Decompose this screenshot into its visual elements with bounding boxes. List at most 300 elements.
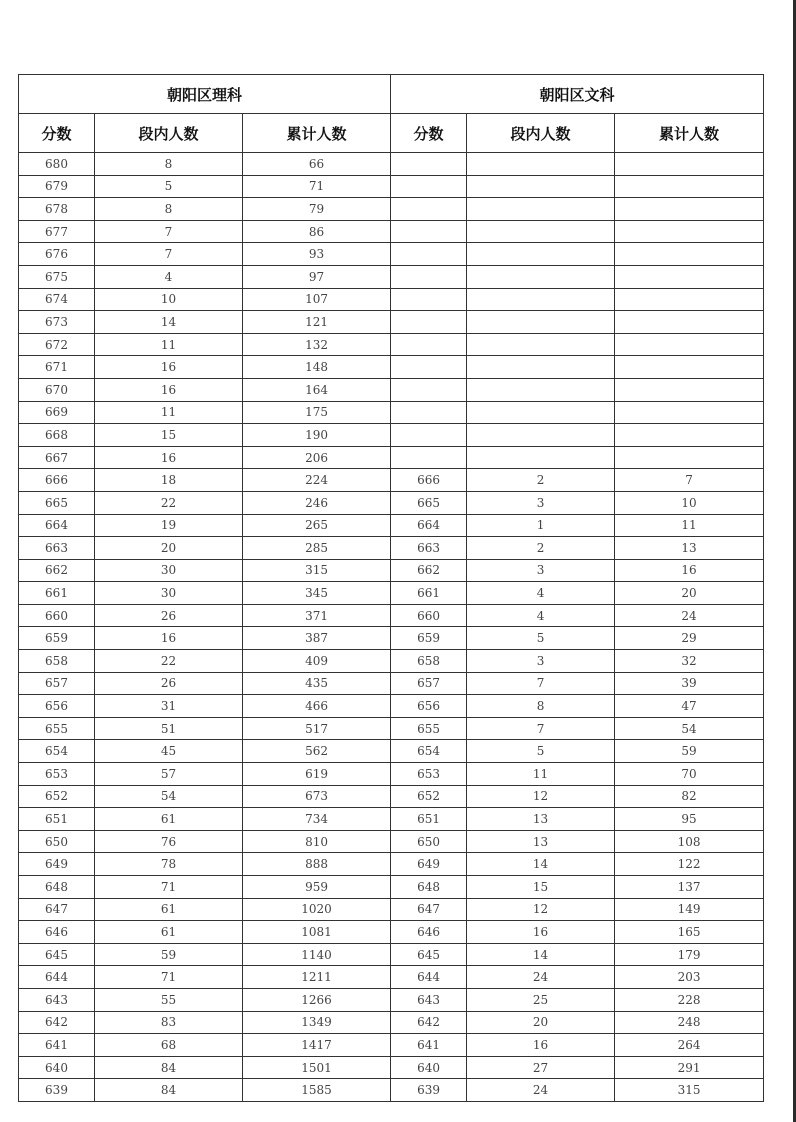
arts-score-cell: 652 [391, 785, 467, 808]
table-row [19, 1079, 764, 1102]
table-body [19, 153, 764, 1102]
science-cumulative-cell: 562 [243, 740, 391, 763]
table-row [19, 740, 764, 763]
science-segment-count-header: 段内人数 [95, 114, 243, 153]
arts-cumulative-cell [615, 424, 764, 447]
science-segment-count-cell: 84 [95, 1079, 243, 1102]
science-cumulative-cell: 107 [243, 288, 391, 311]
table-row [19, 898, 764, 921]
arts-segment-count-cell: 12 [467, 898, 615, 921]
science-score-cell: 660 [19, 604, 95, 627]
arts-segment-count-cell [467, 243, 615, 266]
science-segment-count-cell: 15 [95, 424, 243, 447]
arts-segment-count-cell: 20 [467, 1011, 615, 1034]
group-header-row [19, 75, 764, 114]
arts-cumulative-cell: 47 [615, 695, 764, 718]
arts-segment-count-cell: 5 [467, 627, 615, 650]
science-cumulative-cell: 1417 [243, 1034, 391, 1057]
science-cumulative-cell: 71 [243, 175, 391, 198]
arts-score-cell: 658 [391, 650, 467, 673]
science-cumulative-cell: 285 [243, 537, 391, 560]
arts-segment-count-cell: 16 [467, 921, 615, 944]
arts-segment-count-cell: 8 [467, 695, 615, 718]
arts-score-cell [391, 333, 467, 356]
table-row [19, 153, 764, 176]
arts-cumulative-cell [615, 401, 764, 424]
science-segment-count-cell: 54 [95, 785, 243, 808]
science-segment-count-cell: 71 [95, 966, 243, 989]
science-cumulative-cell: 148 [243, 356, 391, 379]
science-cumulative-cell: 246 [243, 491, 391, 514]
science-score-cell: 664 [19, 514, 95, 537]
arts-cumulative-cell [615, 378, 764, 401]
science-score-cell: 643 [19, 988, 95, 1011]
science-score-cell: 659 [19, 627, 95, 650]
arts-cumulative-cell: 59 [615, 740, 764, 763]
arts-score-header: 分数 [391, 114, 467, 153]
science-segment-count-cell: 16 [95, 446, 243, 469]
science-score-cell: 651 [19, 808, 95, 831]
science-score-cell: 678 [19, 198, 95, 221]
science-score-cell: 677 [19, 220, 95, 243]
science-cumulative-cell: 1585 [243, 1079, 391, 1102]
arts-segment-count-cell: 14 [467, 943, 615, 966]
arts-score-cell: 654 [391, 740, 467, 763]
arts-segment-count-cell: 5 [467, 740, 615, 763]
science-cumulative-cell: 164 [243, 378, 391, 401]
science-segment-count-cell: 18 [95, 469, 243, 492]
science-score-cell: 652 [19, 785, 95, 808]
arts-group-title: 朝阳区文科 [391, 75, 764, 114]
arts-segment-count-cell: 16 [467, 1034, 615, 1057]
arts-cumulative-cell: 248 [615, 1011, 764, 1034]
science-segment-count-cell: 22 [95, 650, 243, 673]
arts-score-cell [391, 198, 467, 221]
arts-cumulative-cell [615, 356, 764, 379]
science-score-cell: 649 [19, 853, 95, 876]
science-score-cell: 654 [19, 740, 95, 763]
arts-segment-count-cell [467, 378, 615, 401]
science-segment-count-cell: 30 [95, 582, 243, 605]
arts-score-cell [391, 356, 467, 379]
arts-segment-count-cell [467, 153, 615, 176]
science-score-cell: 671 [19, 356, 95, 379]
science-score-cell: 653 [19, 763, 95, 786]
arts-segment-count-cell [467, 333, 615, 356]
score-distribution-table [18, 74, 764, 1102]
arts-cumulative-cell: 315 [615, 1079, 764, 1102]
arts-score-cell: 645 [391, 943, 467, 966]
arts-segment-count-cell [467, 401, 615, 424]
science-cumulative-cell: 86 [243, 220, 391, 243]
arts-segment-count-cell: 24 [467, 966, 615, 989]
table-row [19, 876, 764, 899]
arts-score-cell: 647 [391, 898, 467, 921]
science-cumulative-cell: 517 [243, 717, 391, 740]
science-cumulative-cell: 93 [243, 243, 391, 266]
science-segment-count-cell: 55 [95, 988, 243, 1011]
arts-segment-count-cell [467, 175, 615, 198]
science-score-cell: 640 [19, 1056, 95, 1079]
science-cumulative-cell: 387 [243, 627, 391, 650]
science-cumulative-cell: 734 [243, 808, 391, 831]
science-cumulative-cell: 435 [243, 672, 391, 695]
arts-cumulative-cell: 39 [615, 672, 764, 695]
science-score-cell: 658 [19, 650, 95, 673]
table-row [19, 830, 764, 853]
column-header-row [19, 114, 764, 153]
arts-cumulative-cell [615, 175, 764, 198]
table-row [19, 763, 764, 786]
arts-score-cell: 655 [391, 717, 467, 740]
arts-score-cell: 649 [391, 853, 467, 876]
science-segment-count-cell: 59 [95, 943, 243, 966]
arts-cumulative-cell [615, 220, 764, 243]
science-segment-count-cell: 78 [95, 853, 243, 876]
arts-cumulative-cell: 137 [615, 876, 764, 899]
table-row [19, 491, 764, 514]
science-cumulative-cell: 79 [243, 198, 391, 221]
arts-segment-count-cell [467, 424, 615, 447]
table-row [19, 311, 764, 334]
science-segment-count-cell: 76 [95, 830, 243, 853]
table-row [19, 785, 764, 808]
science-score-cell: 680 [19, 153, 95, 176]
science-segment-count-cell: 71 [95, 876, 243, 899]
arts-segment-count-cell: 7 [467, 672, 615, 695]
science-segment-count-cell: 30 [95, 559, 243, 582]
science-cumulative-cell: 959 [243, 876, 391, 899]
science-score-cell: 655 [19, 717, 95, 740]
arts-cumulative-cell [615, 198, 764, 221]
arts-segment-count-cell: 27 [467, 1056, 615, 1079]
arts-score-cell: 646 [391, 921, 467, 944]
arts-score-cell: 644 [391, 966, 467, 989]
table-row [19, 717, 764, 740]
science-cumulative-cell: 1501 [243, 1056, 391, 1079]
science-score-cell: 670 [19, 378, 95, 401]
table-row [19, 943, 764, 966]
arts-cumulative-cell: 165 [615, 921, 764, 944]
science-segment-count-cell: 16 [95, 356, 243, 379]
arts-cumulative-cell: 179 [615, 943, 764, 966]
arts-cumulative-cell: 122 [615, 853, 764, 876]
science-score-cell: 675 [19, 265, 95, 288]
arts-score-cell: 639 [391, 1079, 467, 1102]
arts-score-cell [391, 220, 467, 243]
science-segment-count-cell: 31 [95, 695, 243, 718]
science-score-cell: 639 [19, 1079, 95, 1102]
table-row [19, 604, 764, 627]
science-score-cell: 667 [19, 446, 95, 469]
table-row [19, 220, 764, 243]
arts-score-cell [391, 378, 467, 401]
arts-segment-count-cell: 2 [467, 469, 615, 492]
science-score-cell: 673 [19, 311, 95, 334]
arts-segment-count-cell [467, 446, 615, 469]
science-segment-count-cell: 19 [95, 514, 243, 537]
arts-score-cell [391, 175, 467, 198]
arts-segment-count-cell [467, 265, 615, 288]
table-row [19, 333, 764, 356]
science-score-cell: 645 [19, 943, 95, 966]
science-segment-count-cell: 61 [95, 898, 243, 921]
table-row [19, 695, 764, 718]
arts-cumulative-cell: 20 [615, 582, 764, 605]
science-score-cell: 647 [19, 898, 95, 921]
science-cumulative-cell: 409 [243, 650, 391, 673]
arts-segment-count-cell [467, 220, 615, 243]
science-cumulative-cell: 132 [243, 333, 391, 356]
science-score-header: 分数 [19, 114, 95, 153]
science-segment-count-cell: 10 [95, 288, 243, 311]
science-cumulative-cell: 371 [243, 604, 391, 627]
science-cumulative-cell: 190 [243, 424, 391, 447]
arts-segment-count-cell [467, 356, 615, 379]
science-score-cell: 646 [19, 921, 95, 944]
science-score-cell: 665 [19, 491, 95, 514]
arts-cumulative-cell: 29 [615, 627, 764, 650]
arts-segment-count-cell: 11 [467, 763, 615, 786]
table-row [19, 672, 764, 695]
science-segment-count-cell: 61 [95, 808, 243, 831]
arts-cumulative-cell: 264 [615, 1034, 764, 1057]
table-row [19, 401, 764, 424]
arts-cumulative-cell: 10 [615, 491, 764, 514]
arts-cumulative-cell [615, 265, 764, 288]
science-group-title: 朝阳区理科 [19, 75, 391, 114]
science-segment-count-cell: 51 [95, 717, 243, 740]
table-row [19, 288, 764, 311]
arts-score-cell: 641 [391, 1034, 467, 1057]
science-cumulative-cell: 175 [243, 401, 391, 424]
table-row [19, 537, 764, 560]
arts-score-cell: 659 [391, 627, 467, 650]
table-row [19, 356, 764, 379]
arts-cumulative-cell: 11 [615, 514, 764, 537]
arts-score-cell: 640 [391, 1056, 467, 1079]
science-segment-count-cell: 5 [95, 175, 243, 198]
arts-segment-count-cell: 4 [467, 604, 615, 627]
arts-segment-count-cell: 24 [467, 1079, 615, 1102]
science-cumulative-cell: 619 [243, 763, 391, 786]
science-score-cell: 641 [19, 1034, 95, 1057]
science-score-cell: 672 [19, 333, 95, 356]
science-cumulative-cell: 1266 [243, 988, 391, 1011]
arts-score-cell: 661 [391, 582, 467, 605]
science-segment-count-cell: 11 [95, 401, 243, 424]
science-score-cell: 674 [19, 288, 95, 311]
arts-cumulative-cell: 203 [615, 966, 764, 989]
arts-segment-count-cell [467, 198, 615, 221]
science-cumulative-cell: 206 [243, 446, 391, 469]
arts-segment-count-cell: 15 [467, 876, 615, 899]
science-segment-count-cell: 8 [95, 198, 243, 221]
arts-score-cell: 657 [391, 672, 467, 695]
science-score-cell: 668 [19, 424, 95, 447]
arts-score-cell: 650 [391, 830, 467, 853]
arts-score-cell: 663 [391, 537, 467, 560]
arts-cumulative-cell: 24 [615, 604, 764, 627]
arts-score-cell [391, 288, 467, 311]
science-cumulative-cell: 315 [243, 559, 391, 582]
table-row [19, 853, 764, 876]
arts-segment-count-cell: 4 [467, 582, 615, 605]
arts-cumulative-cell: 95 [615, 808, 764, 831]
science-segment-count-cell: 57 [95, 763, 243, 786]
science-segment-count-cell: 11 [95, 333, 243, 356]
table-row [19, 1011, 764, 1034]
arts-cumulative-cell: 291 [615, 1056, 764, 1079]
science-segment-count-cell: 83 [95, 1011, 243, 1034]
arts-cumulative-cell [615, 153, 764, 176]
arts-cumulative-cell: 228 [615, 988, 764, 1011]
science-segment-count-cell: 16 [95, 378, 243, 401]
science-score-cell: 642 [19, 1011, 95, 1034]
science-cumulative-cell: 1020 [243, 898, 391, 921]
table-row [19, 921, 764, 944]
science-segment-count-cell: 26 [95, 672, 243, 695]
science-score-cell: 656 [19, 695, 95, 718]
science-score-cell: 676 [19, 243, 95, 266]
science-cumulative-header: 累计人数 [243, 114, 391, 153]
science-segment-count-cell: 45 [95, 740, 243, 763]
table-row [19, 988, 764, 1011]
arts-score-cell: 653 [391, 763, 467, 786]
arts-cumulative-cell: 13 [615, 537, 764, 560]
science-score-cell: 650 [19, 830, 95, 853]
arts-segment-count-cell: 2 [467, 537, 615, 560]
science-segment-count-cell: 7 [95, 220, 243, 243]
science-cumulative-cell: 1349 [243, 1011, 391, 1034]
arts-score-cell: 664 [391, 514, 467, 537]
table-row [19, 514, 764, 537]
arts-score-cell: 648 [391, 876, 467, 899]
science-cumulative-cell: 1081 [243, 921, 391, 944]
science-score-cell: 663 [19, 537, 95, 560]
table-row [19, 559, 764, 582]
science-score-cell: 657 [19, 672, 95, 695]
arts-cumulative-cell [615, 333, 764, 356]
arts-segment-count-header: 段内人数 [467, 114, 615, 153]
arts-score-cell: 656 [391, 695, 467, 718]
arts-score-cell: 642 [391, 1011, 467, 1034]
arts-cumulative-cell: 7 [615, 469, 764, 492]
science-segment-count-cell: 84 [95, 1056, 243, 1079]
science-segment-count-cell: 20 [95, 537, 243, 560]
arts-score-cell [391, 153, 467, 176]
arts-segment-count-cell: 3 [467, 650, 615, 673]
arts-segment-count-cell: 25 [467, 988, 615, 1011]
arts-score-cell: 662 [391, 559, 467, 582]
arts-segment-count-cell: 1 [467, 514, 615, 537]
arts-score-cell: 666 [391, 469, 467, 492]
science-segment-count-cell: 8 [95, 153, 243, 176]
arts-cumulative-cell [615, 311, 764, 334]
arts-score-cell [391, 446, 467, 469]
arts-segment-count-cell [467, 288, 615, 311]
science-segment-count-cell: 61 [95, 921, 243, 944]
arts-cumulative-cell [615, 243, 764, 266]
science-segment-count-cell: 26 [95, 604, 243, 627]
table-row [19, 424, 764, 447]
table-row [19, 175, 764, 198]
science-cumulative-cell: 97 [243, 265, 391, 288]
science-score-cell: 679 [19, 175, 95, 198]
science-segment-count-cell: 68 [95, 1034, 243, 1057]
arts-segment-count-cell: 13 [467, 808, 615, 831]
table-row [19, 265, 764, 288]
arts-cumulative-header: 累计人数 [615, 114, 764, 153]
arts-cumulative-cell [615, 446, 764, 469]
arts-cumulative-cell: 70 [615, 763, 764, 786]
table-row [19, 808, 764, 831]
table-row [19, 966, 764, 989]
table-row [19, 627, 764, 650]
arts-score-cell [391, 311, 467, 334]
table-row [19, 1056, 764, 1079]
arts-score-cell [391, 265, 467, 288]
arts-cumulative-cell: 16 [615, 559, 764, 582]
science-score-cell: 666 [19, 469, 95, 492]
science-score-cell: 662 [19, 559, 95, 582]
science-segment-count-cell: 14 [95, 311, 243, 334]
arts-segment-count-cell: 12 [467, 785, 615, 808]
science-score-cell: 644 [19, 966, 95, 989]
science-cumulative-cell: 466 [243, 695, 391, 718]
science-segment-count-cell: 7 [95, 243, 243, 266]
arts-cumulative-cell: 108 [615, 830, 764, 853]
arts-segment-count-cell: 14 [467, 853, 615, 876]
science-segment-count-cell: 22 [95, 491, 243, 514]
table-row [19, 243, 764, 266]
science-score-cell: 661 [19, 582, 95, 605]
science-cumulative-cell: 810 [243, 830, 391, 853]
science-cumulative-cell: 1211 [243, 966, 391, 989]
arts-segment-count-cell [467, 311, 615, 334]
arts-score-cell [391, 243, 467, 266]
table-row [19, 198, 764, 221]
table-row [19, 378, 764, 401]
science-cumulative-cell: 121 [243, 311, 391, 334]
arts-segment-count-cell: 3 [467, 559, 615, 582]
science-cumulative-cell: 224 [243, 469, 391, 492]
science-segment-count-cell: 4 [95, 265, 243, 288]
science-score-cell: 648 [19, 876, 95, 899]
arts-score-cell: 665 [391, 491, 467, 514]
arts-segment-count-cell: 13 [467, 830, 615, 853]
arts-cumulative-cell: 82 [615, 785, 764, 808]
arts-cumulative-cell: 149 [615, 898, 764, 921]
science-segment-count-cell: 16 [95, 627, 243, 650]
arts-segment-count-cell: 7 [467, 717, 615, 740]
science-cumulative-cell: 345 [243, 582, 391, 605]
arts-cumulative-cell: 32 [615, 650, 764, 673]
science-score-cell: 669 [19, 401, 95, 424]
science-cumulative-cell: 265 [243, 514, 391, 537]
arts-score-cell [391, 401, 467, 424]
table-row [19, 446, 764, 469]
table-row [19, 650, 764, 673]
science-cumulative-cell: 888 [243, 853, 391, 876]
science-cumulative-cell: 1140 [243, 943, 391, 966]
arts-score-cell [391, 424, 467, 447]
arts-cumulative-cell: 54 [615, 717, 764, 740]
arts-cumulative-cell [615, 288, 764, 311]
arts-score-cell: 660 [391, 604, 467, 627]
arts-score-cell: 651 [391, 808, 467, 831]
table-row [19, 582, 764, 605]
